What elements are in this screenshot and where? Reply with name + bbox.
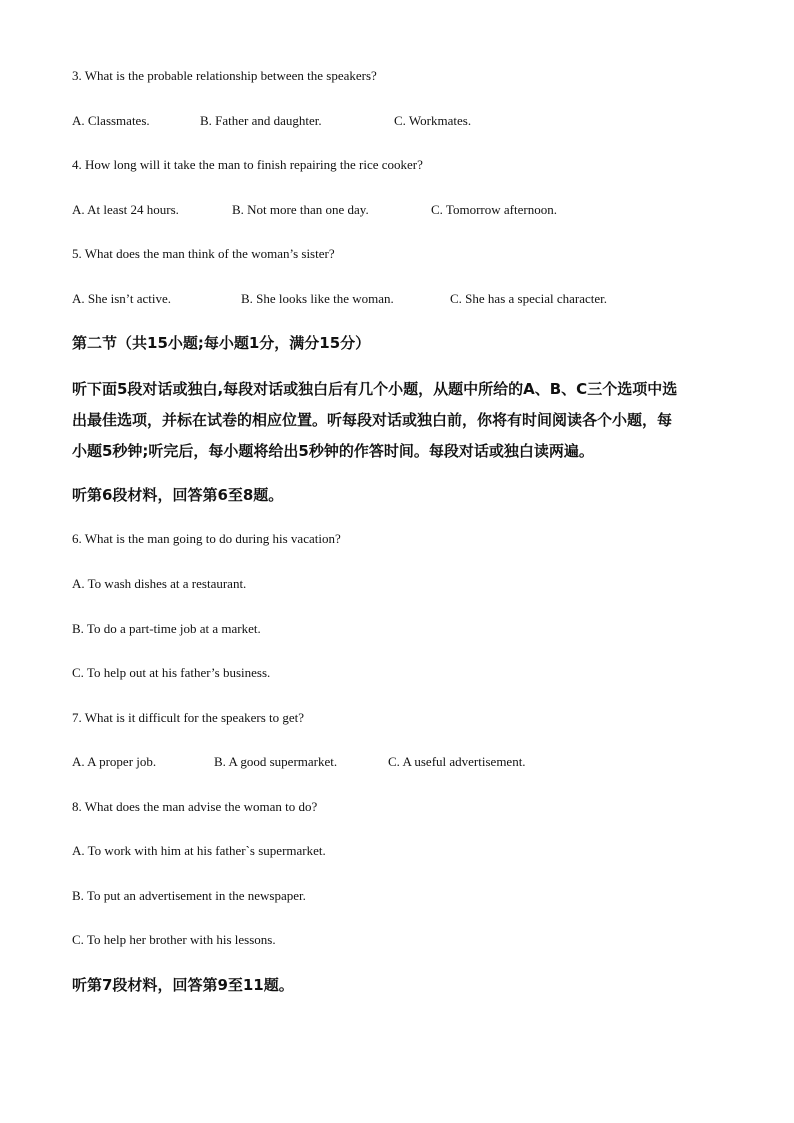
material-6-heading: 听第6段材料，回答第6至8题。 [72, 486, 284, 504]
q7-option-b: B. A good supermarket. [214, 754, 338, 769]
question-5: 5. What does the man think of the woman’s sister? [72, 246, 335, 261]
section-2-instructions-line-1: 听下面5段对话或独白,每段对话或独白后有几个小题，从题中所给的A、B、C三个选项中选 [72, 380, 678, 398]
section-2-title: 第二节（共15小题;每小题1分，满分15分） [72, 334, 371, 352]
q7-option-c: C. A useful advertisement. [388, 754, 526, 769]
q5-option-b: B. She looks like the woman. [241, 291, 394, 306]
q6-option-a: A. To wash dishes at a restaurant. [72, 576, 247, 591]
q6-option-b: B. To do a part-time job at a market. [72, 621, 261, 636]
question-4: 4. How long will it take the man to finish repairing the rice cooker? [72, 157, 423, 172]
q4-option-c: C. Tomorrow afternoon. [431, 202, 557, 217]
question-7: 7. What is it difficult for the speakers to get? [72, 710, 305, 725]
q7-option-a: A. A proper job. [72, 754, 157, 769]
q3-option-b: B. Father and daughter. [200, 113, 322, 128]
section-2-instructions-line-2: 出最佳选项，并标在试卷的相应位置。听每段对话或独白前，你将有时间阅读各个小题，每 [72, 411, 673, 429]
question-3: 3. What is the probable relationship between the speakers? [72, 68, 377, 83]
q5-option-a: A. She isn’t active. [72, 291, 172, 306]
q5-option-c: C. She has a special character. [450, 291, 608, 306]
q8-option-c: C. To help her brother with his lessons. [72, 932, 276, 947]
section-2-instructions-line-3: 小题5秒钟;听完后，每小题将给出5秒钟的作答时间。每段对话或独白读两遍。 [72, 442, 594, 460]
q3-option-c: C. Workmates. [394, 113, 472, 128]
q8-option-a: A. To work with him at his father`s supermarket. [72, 843, 326, 858]
question-8: 8. What does the man advise the woman to do? [72, 799, 318, 814]
q4-option-a: A. At least 24 hours. [72, 202, 179, 217]
q4-option-b: B. Not more than one day. [232, 202, 369, 217]
q3-option-a: A. Classmates. [72, 113, 150, 128]
material-7-heading: 听第7段材料，回答第9至11题。 [72, 976, 294, 994]
q8-option-b: B. To put an advertisement in the newspaper. [72, 888, 306, 903]
q6-option-c: C. To help out at his father’s business. [72, 665, 271, 680]
question-6: 6. What is the man going to do during his vacation? [72, 531, 341, 546]
